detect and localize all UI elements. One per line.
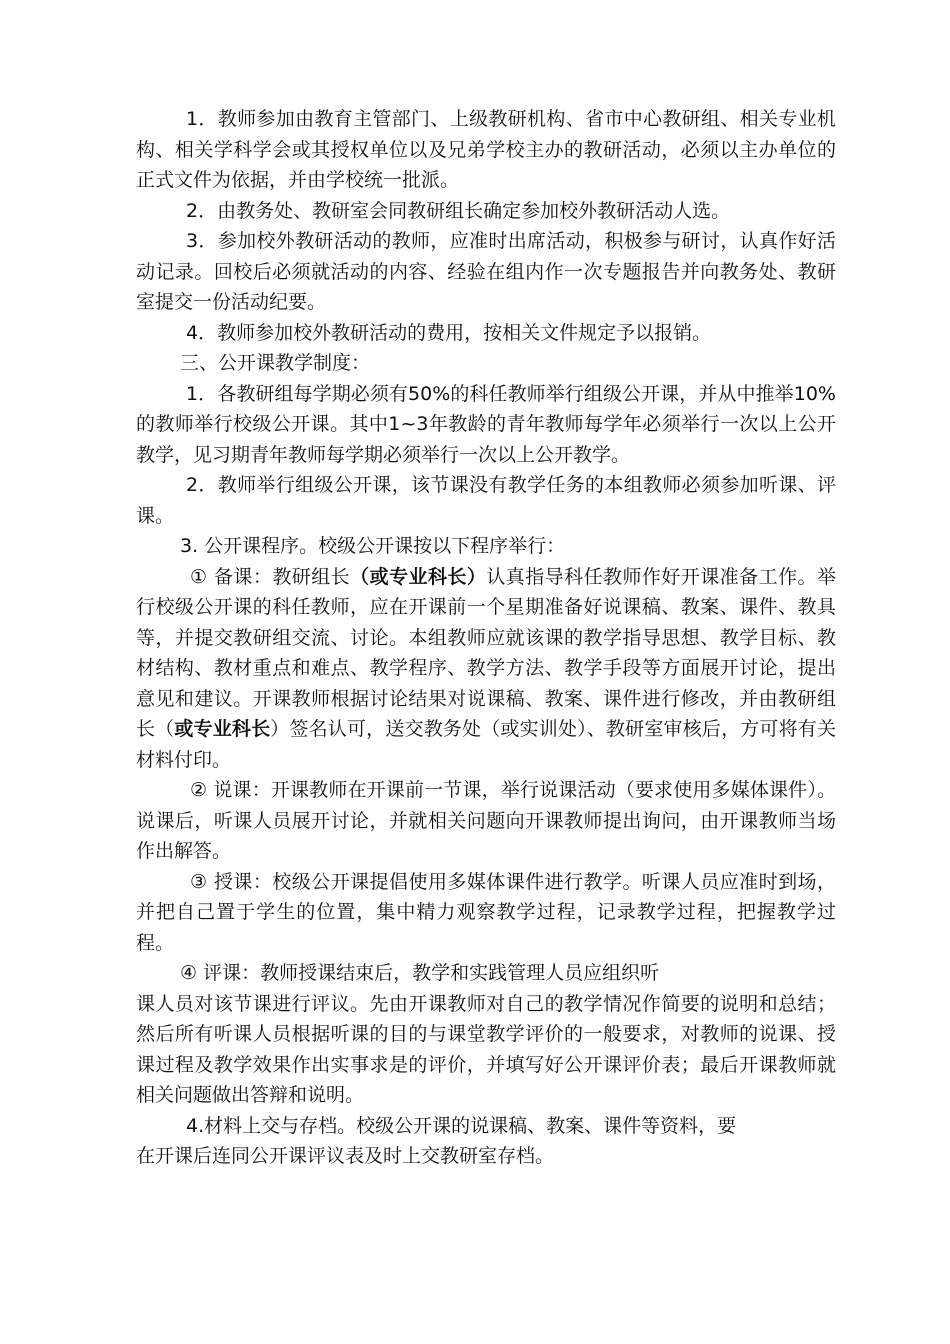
paragraph-4: 4．教师参加校外教研活动的费用，按相关文件规定予以报销。 <box>186 321 712 344</box>
paragraph-11-rest: 课人员对该节课进行评议。先由开课教师对自己的教学情况作简要的说明和总结；然后所有听课人员根据听课的目的与课堂教学评价的一般要求，对教师的说课、授课过程及教学效果作出实事求是的评价，并填写好公开课评价表；最后开课教师就相关问题做出答辩和说明。 <box>136 992 836 1106</box>
paragraph-1: 1．教师参加由教育主管部门、上级教研机构、省市中心教研组、相关专业机构、相关学科学会或其授权单位以及兄弟学校主办的教研活动，必须以主办单位的正式文件为依据，并由学校统一批派。 <box>136 108 836 191</box>
document-page <box>136 104 836 1172</box>
paragraph-8-part-e: ）签名认可，送交教务处（或实训处）、教研室审核后，方可将有关材料付印。 <box>136 718 836 771</box>
paragraph-5: 1．各教研组每学期必须有50%的科任教师举行组级公开课，并从中推举10%的教师举行校级公开课。其中1~3年教龄的青年教师每学年必须举行一次以上公开教学，见习期青年教师每学期必须举行一次以上公开教学。 <box>136 382 836 466</box>
paragraph-8-part-c: 认真指导科任教师作好开课准备工作。举行校级公开课的科任教师，应在开课前一个星期准备好说课稿、教案、课件、教具等，并提交教研组交流、讨论。本组教师应就该课的教学指导思想、教学目标、教材结构、教材重点和难点、教学程序、教学方法、教学手段等方面展开讨论，提出意见和建议。开课教师根据讨论结果对说课稿、教案、课件进行修改，并由教研组长（ <box>136 565 836 740</box>
paragraph-8-bold-2: 或专业科长 <box>174 718 271 740</box>
paragraph-3: 3．参加校外教研活动的教师，应准时出席活动，积极参与研讨，认真作好活动记录。回校后必须就活动的内容、经验在组内作一次专题报告并向教务处、教研室提交一份活动纪要。 <box>136 230 836 313</box>
paragraph-10: ③ 授课：校级公开课提倡使用多媒体课件进行教学。听课人员应准时到场，并把自己置于学生的位置，集中精力观察教学过程，记录教学过程，把握教学过程。 <box>136 870 836 954</box>
paragraph-12-rest: 在开课后连同公开课评议表及时上交教研室存档。 <box>136 1145 555 1167</box>
paragraph-8-bold-1: （或专业科长） <box>350 565 487 588</box>
paragraph-8-part-a: ① 备课：教研组长 <box>190 565 351 588</box>
paragraph-2: 2．由教务处、教研室会同教研组长确定参加校外教研活动人选。 <box>186 199 731 222</box>
paragraph-7: 3. 公开课程序。校级公开课按以下程序举行： <box>180 535 566 557</box>
paragraph-8 <box>136 562 836 776</box>
section-heading-3: 三、公开课教学制度： <box>180 352 371 374</box>
paragraph-6: 2．教师举行组级公开课，该节课没有教学任务的本组教师必须参加听课、评课。 <box>136 474 836 527</box>
paragraph-12-first-line: 4.材料上交与存档。校级公开课的说课稿、教案、课件等资料，要 <box>186 1114 737 1137</box>
paragraph-11-first-line: ④ 评课：教师授课结束后，教学和实践管理人员应组织听 <box>180 962 660 984</box>
paragraph-9: ② 说课：开课教师在开课前一节课，举行说课活动（要求使用多媒体课件）。说课后，听课人员展开讨论，并就相关问题向开课教师提出询问，由开课教师当场作出解答。 <box>136 779 836 862</box>
